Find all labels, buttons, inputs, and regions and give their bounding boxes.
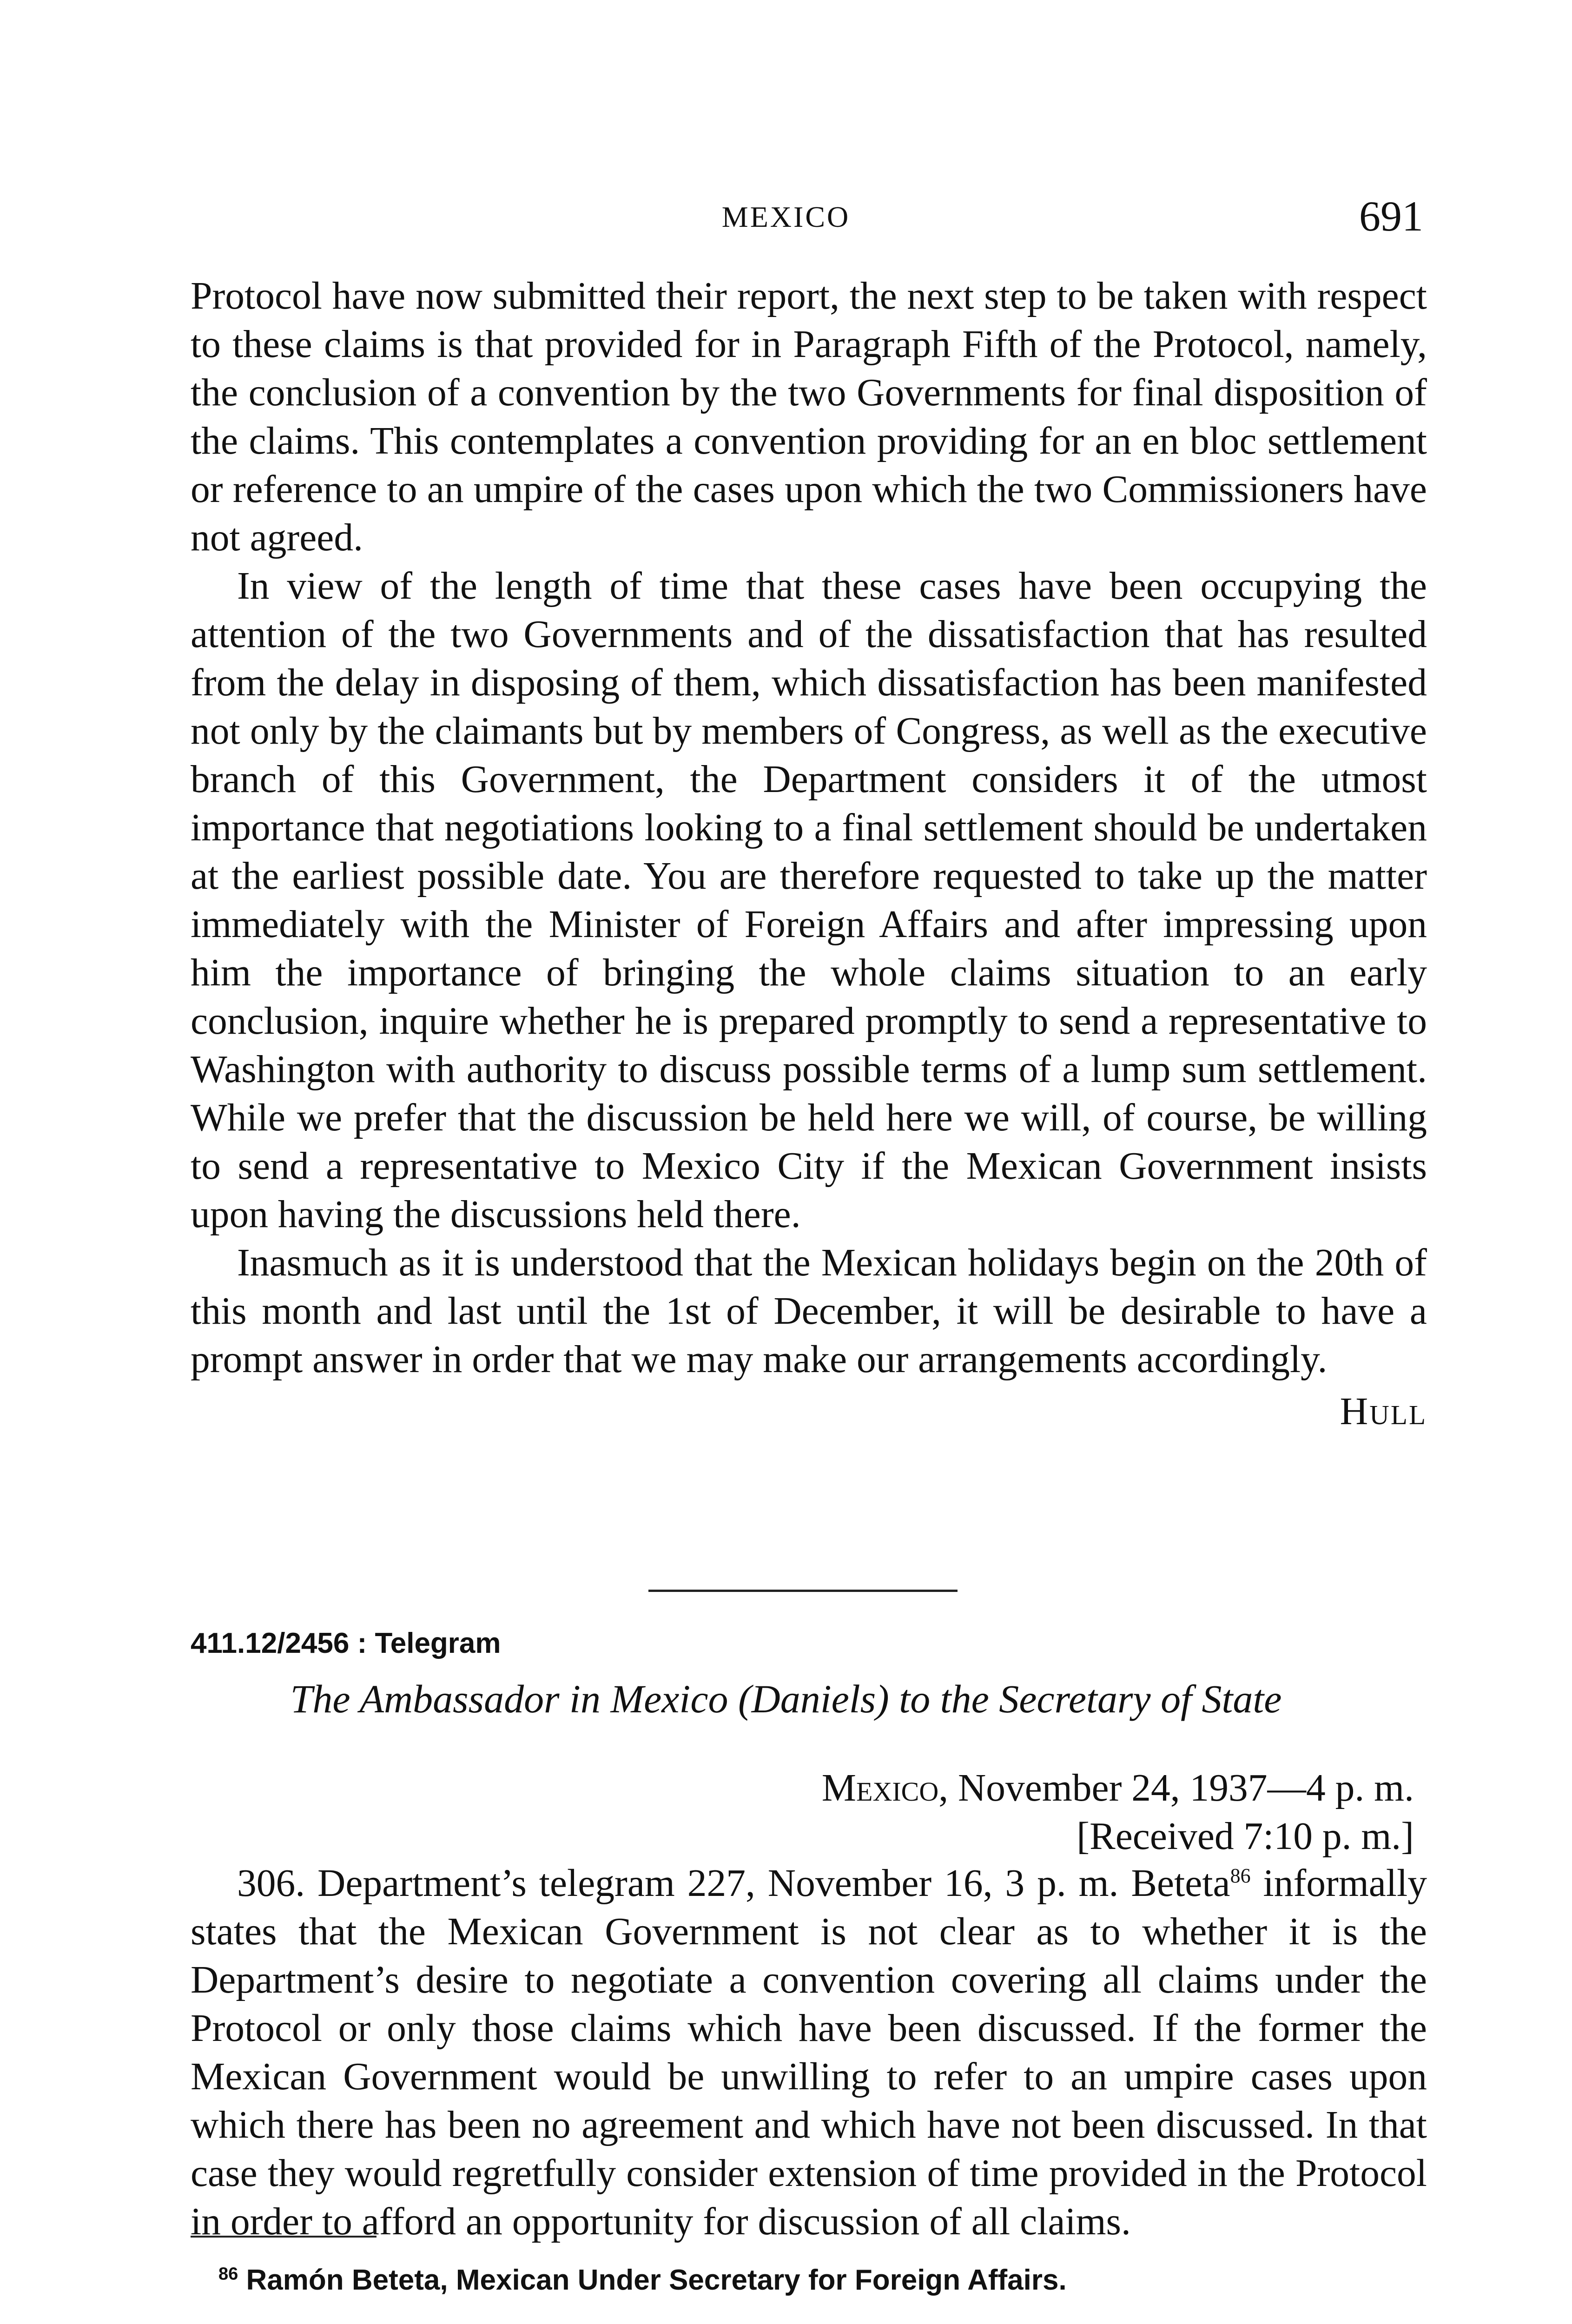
footnote-reference: 86 bbox=[1230, 1864, 1251, 1888]
document-heading: The Ambassador in Mexico (Daniels) to the Secretary of State bbox=[290, 1677, 1282, 1721]
paragraph-1: Protocol have now submitted their report, the next step to be taken with respect to these claims is that provided for in Paragraph Fifth of the Protocol, namely, the conclusion of a convention by the two Governments for final disposition of the claims. This contemplates a convention providing for an en bloc settlement or reference to an umpire of the cases upon which the two Commissioners have not agreed. bbox=[191, 275, 1427, 559]
signature: Hull bbox=[1340, 1390, 1427, 1433]
page-header bbox=[0, 192, 1572, 256]
dateline bbox=[822, 1764, 1414, 1861]
telegram-body bbox=[191, 1859, 1427, 2246]
section-divider bbox=[648, 1590, 958, 1592]
dateline-place: Mexico, bbox=[821, 1767, 949, 1809]
telegram-paragraph-start: 306. Department’s telegram 227, November 16, 3 p. m. Beteta bbox=[237, 1862, 1230, 1905]
letter-body bbox=[191, 272, 1427, 1436]
page-number: 691 bbox=[1359, 192, 1423, 240]
footnote-number: 86 bbox=[218, 2264, 238, 2284]
telegram-paragraph bbox=[191, 1859, 1427, 2246]
running-head: MEXICO bbox=[721, 200, 851, 233]
footnote-text: Ramón Beteta, Mexican Under Secretary for Foreign Affairs. bbox=[246, 2264, 1067, 2296]
footnote bbox=[218, 2264, 1067, 2297]
received-line: [Received 7:10 p. m.] bbox=[1077, 1815, 1414, 1858]
paragraph-3: Inasmuch as it is understood that the Mexican holidays begin on the 20th of this month and last until the 1st of December, it will be desirable to have a prompt answer in order that we may make our arrangements accordingly. bbox=[191, 1241, 1427, 1381]
dateline-date: November 24, 1937—4 p. m. bbox=[958, 1767, 1414, 1809]
telegram-paragraph-rest: informally states that the Mexican Government is not clear as to whether it is the Department’s desire to negotiate a convention covering all claims under the Protocol or only those claims which have been discussed. If the former the Mexican Government would be unwilling to refer to an umpire cases upon which there has been no agreement and which have not been discussed. In that case they would regretfully consider extension of time provided in the Protocol in order to afford an opportunity for discussion of all claims. bbox=[191, 1862, 1427, 2243]
paragraph-2: In view of the length of time that these cases have been occupying the attention of the two Governments and of the dissatisfaction that has resulted from the delay in disposing of them, which dissatisfaction has been manifested not only by the claimants but by members of Congress, as well as the executive branch of this Government, the Department considers it of the utmost importance that negotiations looking to a final settlement should be undertaken at the earliest possible date. You are therefore requested to take up the matter immediately with the Minister of Foreign Affairs and after impressing upon him the importance of bringing the whole claims situation to an early conclusion, inquire whether he is prepared promptly to send a representative to Washington with authority to discuss possible terms of a lump sum settlement. While we prefer that the discussion be held here we will, of course, be willing to send a representative to Mexico City if the Mexican Government insists upon having the discussions held there. bbox=[191, 565, 1427, 1236]
footnote-rule bbox=[191, 2236, 376, 2238]
file-reference: 411.12/2456 : Telegram bbox=[191, 1627, 501, 1659]
